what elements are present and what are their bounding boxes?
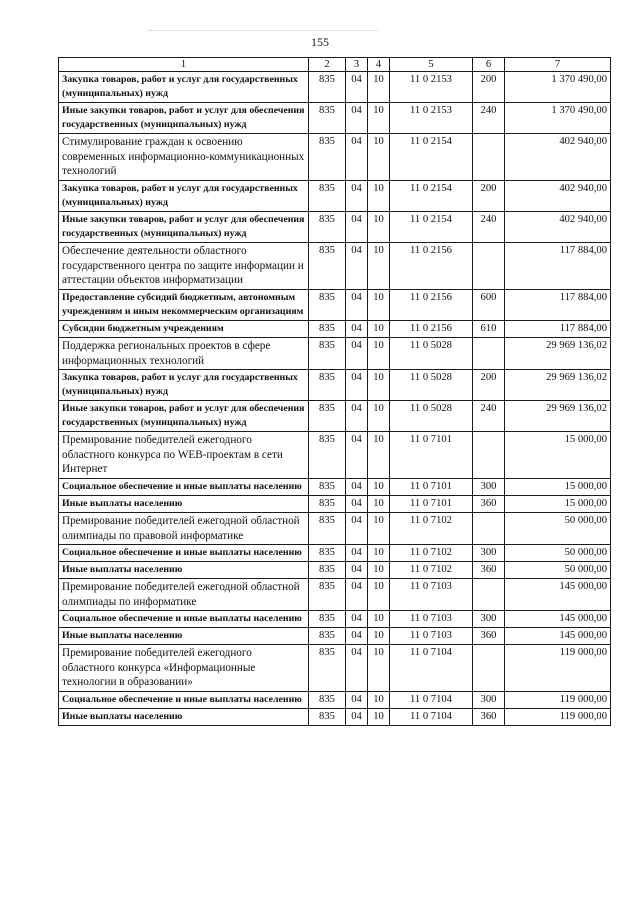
row-amount-cell: 29 969 136,02 [505,370,611,401]
row-section-cell: 04 [346,401,368,432]
table-row [59,478,611,495]
row-name-cell: Премирование победителей ежегодной областной олимпиады по правовой информатике [59,513,309,545]
row-target-article-cell: 11 0 7104 [390,645,473,692]
header-col-1: 1 [59,58,309,72]
row-target-article-cell: 11 0 2154 [390,212,473,243]
header-col-5: 5 [390,58,473,72]
row-target-article-cell: 11 0 2153 [390,72,473,103]
row-expense-type-cell: 300 [473,611,505,628]
row-target-article-cell: 11 0 2156 [390,320,473,337]
row-expense-type-cell [473,134,505,181]
table-row [59,370,611,401]
row-expense-type-cell: 200 [473,180,505,211]
table-row [59,496,611,513]
table-row [59,180,611,211]
row-subsection-cell: 10 [368,628,390,645]
table-row [59,243,611,290]
row-name-cell: Иные выплаты населению [59,496,309,513]
table-row [59,709,611,726]
row-subsection-cell: 10 [368,579,390,611]
row-target-article-cell: 11 0 2154 [390,134,473,181]
row-amount-cell: 119 000,00 [505,709,611,726]
row-target-article-cell: 11 0 2154 [390,180,473,211]
row-admin-code-cell: 835 [309,72,346,103]
row-name-cell: Предоставление субсидий бюджетным, автономным учреждениям и иным некоммерческим организациям [59,289,309,320]
row-expense-type-cell: 240 [473,212,505,243]
table-row [59,611,611,628]
row-target-article-cell: 11 0 7102 [390,545,473,562]
row-amount-cell: 119 000,00 [505,691,611,708]
row-subsection-cell: 10 [368,103,390,134]
header-col-2: 2 [309,58,346,72]
row-amount-cell: 402 940,00 [505,134,611,181]
table-row [59,645,611,692]
row-section-cell: 04 [346,432,368,479]
row-target-article-cell: 11 0 2153 [390,103,473,134]
row-subsection-cell: 10 [368,134,390,181]
row-admin-code-cell: 835 [309,401,346,432]
table-row [59,401,611,432]
row-subsection-cell: 10 [368,72,390,103]
row-amount-cell: 15 000,00 [505,496,611,513]
row-section-cell: 04 [346,562,368,579]
row-admin-code-cell: 835 [309,545,346,562]
row-section-cell: 04 [346,320,368,337]
row-expense-type-cell: 360 [473,628,505,645]
row-name-cell: Закупка товаров, работ и услуг для государственных (муниципальных) нужд [59,180,309,211]
row-expense-type-cell: 240 [473,401,505,432]
row-name-cell: Поддержка региональных проектов в сфере информационных технологий [59,338,309,370]
row-amount-cell: 15 000,00 [505,478,611,495]
row-subsection-cell: 10 [368,338,390,370]
row-target-article-cell: 11 0 7101 [390,478,473,495]
row-section-cell: 04 [346,513,368,545]
row-target-article-cell: 11 0 7102 [390,562,473,579]
row-section-cell: 04 [346,338,368,370]
row-amount-cell: 119 000,00 [505,645,611,692]
row-expense-type-cell [473,243,505,290]
row-subsection-cell: 10 [368,645,390,692]
scan-smudge [148,30,378,34]
page-number: 155 [311,35,329,49]
row-section-cell: 04 [346,370,368,401]
row-section-cell: 04 [346,691,368,708]
row-section-cell: 04 [346,545,368,562]
row-section-cell: 04 [346,289,368,320]
row-subsection-cell: 10 [368,243,390,290]
row-admin-code-cell: 835 [309,103,346,134]
row-target-article-cell: 11 0 7103 [390,628,473,645]
row-admin-code-cell: 835 [309,628,346,645]
row-amount-cell: 145 000,00 [505,628,611,645]
row-admin-code-cell: 835 [309,134,346,181]
row-subsection-cell: 10 [368,611,390,628]
row-subsection-cell: 10 [368,496,390,513]
row-name-cell: Субсидии бюджетным учреждениям [59,320,309,337]
row-section-cell: 04 [346,180,368,211]
row-section-cell: 04 [346,645,368,692]
header-col-4: 4 [368,58,390,72]
row-amount-cell: 402 940,00 [505,180,611,211]
row-admin-code-cell: 835 [309,513,346,545]
row-name-cell: Закупка товаров, работ и услуг для государственных (муниципальных) нужд [59,72,309,103]
row-subsection-cell: 10 [368,545,390,562]
row-amount-cell: 29 969 136,02 [505,401,611,432]
row-subsection-cell: 10 [368,401,390,432]
row-subsection-cell: 10 [368,289,390,320]
table-row [59,579,611,611]
row-name-cell: Премирование победителей ежегодной областной олимпиады по информатике [59,579,309,611]
row-target-article-cell: 11 0 2156 [390,243,473,290]
row-admin-code-cell: 835 [309,562,346,579]
row-section-cell: 04 [346,628,368,645]
row-expense-type-cell: 360 [473,562,505,579]
header-col-6: 6 [473,58,505,72]
row-name-cell: Иные выплаты населению [59,709,309,726]
row-target-article-cell: 11 0 5028 [390,370,473,401]
row-amount-cell: 15 000,00 [505,432,611,479]
row-admin-code-cell: 835 [309,496,346,513]
table-row [59,134,611,181]
row-target-article-cell: 11 0 7104 [390,691,473,708]
row-section-cell: 04 [346,579,368,611]
row-admin-code-cell: 835 [309,338,346,370]
row-admin-code-cell: 835 [309,320,346,337]
table-header [59,58,611,72]
row-subsection-cell: 10 [368,709,390,726]
row-subsection-cell: 10 [368,370,390,401]
header-col-7: 7 [505,58,611,72]
row-name-cell: Социальное обеспечение и иные выплаты населению [59,478,309,495]
row-name-cell: Стимулирование граждан к освоению современных информационно-коммуникационных технологий [59,134,309,181]
row-name-cell: Премирование победителей ежегодного областного конкурса по WEB-проектам в сети Интернет [59,432,309,479]
row-subsection-cell: 10 [368,478,390,495]
table-row [59,72,611,103]
row-section-cell: 04 [346,212,368,243]
row-section-cell: 04 [346,72,368,103]
budget-table [58,57,611,726]
row-amount-cell: 117 884,00 [505,289,611,320]
row-name-cell: Премирование победителей ежегодного областного конкурса «Информационные технологии в образовании» [59,645,309,692]
row-expense-type-cell: 200 [473,370,505,401]
table-body [59,72,611,726]
table-row [59,691,611,708]
header-row [59,58,611,72]
row-expense-type-cell: 300 [473,691,505,708]
row-amount-cell: 117 884,00 [505,243,611,290]
table-row [59,513,611,545]
row-admin-code-cell: 835 [309,370,346,401]
row-expense-type-cell [473,432,505,479]
row-amount-cell: 1 370 490,00 [505,72,611,103]
row-admin-code-cell: 835 [309,289,346,320]
row-expense-type-cell [473,338,505,370]
row-expense-type-cell: 360 [473,709,505,726]
row-expense-type-cell: 300 [473,545,505,562]
row-expense-type-cell [473,645,505,692]
row-name-cell: Обеспечение деятельности областного государственного центра по защите информации и аттестации объектов информатизации [59,243,309,290]
row-section-cell: 04 [346,611,368,628]
row-admin-code-cell: 835 [309,243,346,290]
row-subsection-cell: 10 [368,562,390,579]
row-name-cell: Иные выплаты населению [59,628,309,645]
row-expense-type-cell: 610 [473,320,505,337]
row-target-article-cell: 11 0 5028 [390,401,473,432]
row-expense-type-cell [473,513,505,545]
row-section-cell: 04 [346,478,368,495]
row-admin-code-cell: 835 [309,180,346,211]
row-section-cell: 04 [346,709,368,726]
row-target-article-cell: 11 0 7104 [390,709,473,726]
row-subsection-cell: 10 [368,691,390,708]
row-amount-cell: 50 000,00 [505,545,611,562]
row-target-article-cell: 11 0 7101 [390,432,473,479]
row-expense-type-cell: 360 [473,496,505,513]
row-target-article-cell: 11 0 5028 [390,338,473,370]
row-amount-cell: 145 000,00 [505,579,611,611]
row-expense-type-cell: 300 [473,478,505,495]
row-section-cell: 04 [346,103,368,134]
row-section-cell: 04 [346,496,368,513]
table-row [59,562,611,579]
row-amount-cell: 117 884,00 [505,320,611,337]
header-col-3: 3 [346,58,368,72]
table-row [59,103,611,134]
row-admin-code-cell: 835 [309,432,346,479]
table-row [59,212,611,243]
row-subsection-cell: 10 [368,320,390,337]
row-name-cell: Иные выплаты населению [59,562,309,579]
row-expense-type-cell: 240 [473,103,505,134]
table-row [59,338,611,370]
row-subsection-cell: 10 [368,513,390,545]
row-expense-type-cell: 600 [473,289,505,320]
row-admin-code-cell: 835 [309,691,346,708]
row-target-article-cell: 11 0 7102 [390,513,473,545]
row-admin-code-cell: 835 [309,611,346,628]
row-expense-type-cell [473,579,505,611]
row-section-cell: 04 [346,243,368,290]
row-name-cell: Иные закупки товаров, работ и услуг для обеспечения государственных (муниципальных) нужд [59,103,309,134]
row-section-cell: 04 [346,134,368,181]
row-subsection-cell: 10 [368,180,390,211]
row-target-article-cell: 11 0 2156 [390,289,473,320]
table-row [59,289,611,320]
row-target-article-cell: 11 0 7103 [390,611,473,628]
row-name-cell: Иные закупки товаров, работ и услуг для обеспечения государственных (муниципальных) нужд [59,212,309,243]
row-amount-cell: 50 000,00 [505,562,611,579]
row-admin-code-cell: 835 [309,645,346,692]
row-amount-cell: 145 000,00 [505,611,611,628]
table-row [59,320,611,337]
row-amount-cell: 402 940,00 [505,212,611,243]
row-amount-cell: 50 000,00 [505,513,611,545]
row-subsection-cell: 10 [368,432,390,479]
row-name-cell: Иные закупки товаров, работ и услуг для обеспечения государственных (муниципальных) нужд [59,401,309,432]
row-amount-cell: 29 969 136,02 [505,338,611,370]
row-name-cell: Социальное обеспечение и иные выплаты населению [59,691,309,708]
row-expense-type-cell: 200 [473,72,505,103]
row-name-cell: Закупка товаров, работ и услуг для государственных (муниципальных) нужд [59,370,309,401]
row-target-article-cell: 11 0 7101 [390,496,473,513]
table-row [59,628,611,645]
row-admin-code-cell: 835 [309,579,346,611]
table-row [59,545,611,562]
row-amount-cell: 1 370 490,00 [505,103,611,134]
row-name-cell: Социальное обеспечение и иные выплаты населению [59,545,309,562]
row-admin-code-cell: 835 [309,709,346,726]
row-name-cell: Социальное обеспечение и иные выплаты населению [59,611,309,628]
row-subsection-cell: 10 [368,212,390,243]
row-target-article-cell: 11 0 7103 [390,579,473,611]
row-admin-code-cell: 835 [309,478,346,495]
table-row [59,432,611,479]
row-admin-code-cell: 835 [309,212,346,243]
